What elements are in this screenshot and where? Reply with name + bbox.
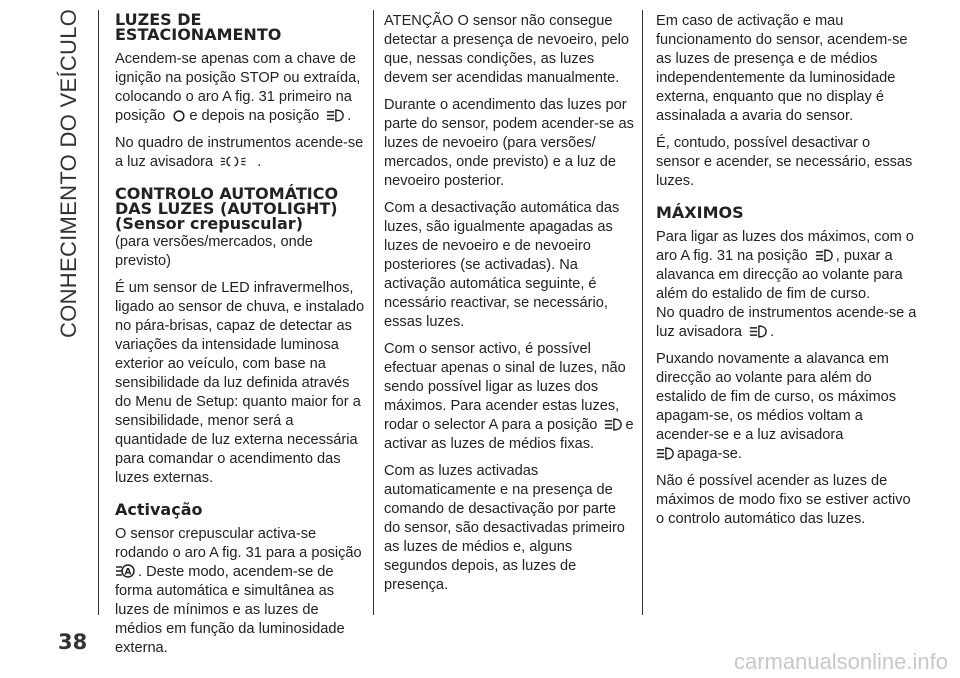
paragraph: É um sensor de LED infravermelhos, ligado ao sensor de chuva, e instalado no pára-brisas, capaz de detectar as variações da intensidade luminosa exterior ao veículo, com base na sensibilidade da luz definida através do Menu de Setup: quanto maior for a sensibilidade, menor será a quantidade de luz externa necessária para comandar o acendimento das luzes externas. xyxy=(115,280,365,486)
paragraph: Acendem-se apenas com a chave de ignição na posição STOP ou extraída, colocando o aro A fig. 31 primeiro na posição e depois na posição . xyxy=(115,51,361,124)
auto-light-icon xyxy=(115,563,135,579)
high-beam-icon xyxy=(749,324,767,339)
text-column-3 xyxy=(656,12,918,537)
paragraph: Com o sensor activo, é possível efectuar apenas o sinal de luzes, não sendo possível ligar as luzes dos máximos. Para acender estas luzes, rodar o selector A para a posição e activar as luzes de médios fixas. xyxy=(384,341,634,452)
paragraph: Com as luzes activadas automaticamente e na presença de comando de desactivação por parte do sensor, são desactivadas primeiro as luzes de médios e, alguns segundos depois, as luzes de presença. xyxy=(384,463,625,593)
paragraph-warning: ATENÇÃO O sensor não consegue detectar a presença de nevoeiro, pelo que, nessas condições, as luzes devem ser acendidas manualmente. xyxy=(384,13,630,86)
column-divider xyxy=(98,10,99,615)
section-heading-parking-lights: LUZES DE ESTACIONAMENTO xyxy=(115,10,282,44)
low-beam-icon xyxy=(326,108,344,123)
column-divider xyxy=(373,10,374,615)
paragraph: No quadro de instrumentos acende-se a luz avisadora . xyxy=(115,135,364,170)
text-column-1 xyxy=(115,12,365,666)
low-beam-icon xyxy=(604,417,622,432)
paragraph: Não é possível acender as luzes de máximos de modo fixo se estiver activo o controlo automático das luzes. xyxy=(656,473,911,527)
watermark: carmanualsonline.info xyxy=(733,649,948,674)
text-column-2 xyxy=(384,12,634,603)
paragraph: No quadro de instrumentos acende-se a luz avisadora . xyxy=(656,305,917,340)
section-heading-high-beam: MÁXIMOS xyxy=(656,203,744,222)
paragraph: O sensor crepuscular activa-se rodando o aro A fig. 31 para a posição . Deste modo, acendem-se de forma automática e simultânea as luzes de mínimos e as luzes de médios em função da luminosidade externa. xyxy=(115,526,362,656)
section-heading-autolight: CONTROLO AUTOMÁTICO DAS LUZES (AUTOLIGHT) (Sensor crepuscular) xyxy=(115,184,339,233)
section-heading-activation: Activação xyxy=(115,500,203,519)
paragraph: (para versões/mercados, onde previsto) xyxy=(115,234,313,269)
parking-light-icon xyxy=(172,109,186,123)
paragraph: Para ligar as luzes dos máximos, com o aro A fig. 31 na posição , puxar a alavanca em direcção ao volante para além do estalido de fim de curso. xyxy=(656,229,914,302)
page-number: 38 xyxy=(58,630,88,654)
paragraph: Com a desactivação automática das luzes, são igualmente apagadas as luzes de nevoeiro e de nevoeiro posteriores (se activadas). Na activação automática seguinte, é ncessário reactivar, se necessário, essas luzes. xyxy=(384,200,620,330)
paragraph: É, contudo, possível desactivar o sensor e acender, se necessário, essas luzes. xyxy=(656,135,913,189)
sidebar-title-text: CONHECIMENTO DO VEÍCULO xyxy=(56,8,81,338)
high-beam-icon xyxy=(656,446,674,461)
paragraph: Durante o acendimento das luzes por parte do sensor, podem acender-se as luzes de nevoeiro (para versões/ mercados, onde previsto) e a luz de nevoeiro posterior. xyxy=(384,97,634,189)
sidebar-section-title xyxy=(50,8,96,338)
high-beam-icon xyxy=(815,248,833,263)
column-divider xyxy=(642,10,643,615)
paragraph: Em caso de activação e mau funcionamento do sensor, acendem-se as luzes de presença e de médios independentemente da luminosidade externa, enquanto que no display é assinalada a avaria do sensor. xyxy=(656,13,908,124)
paragraph: Puxando novamente a alavanca em direcção ao volante para além do estalido de fim de curso, os máximos apagam-se, os médios voltam a acender-se e a luz avisadora apaga-se. xyxy=(656,351,897,462)
side-lights-icon xyxy=(220,154,254,169)
